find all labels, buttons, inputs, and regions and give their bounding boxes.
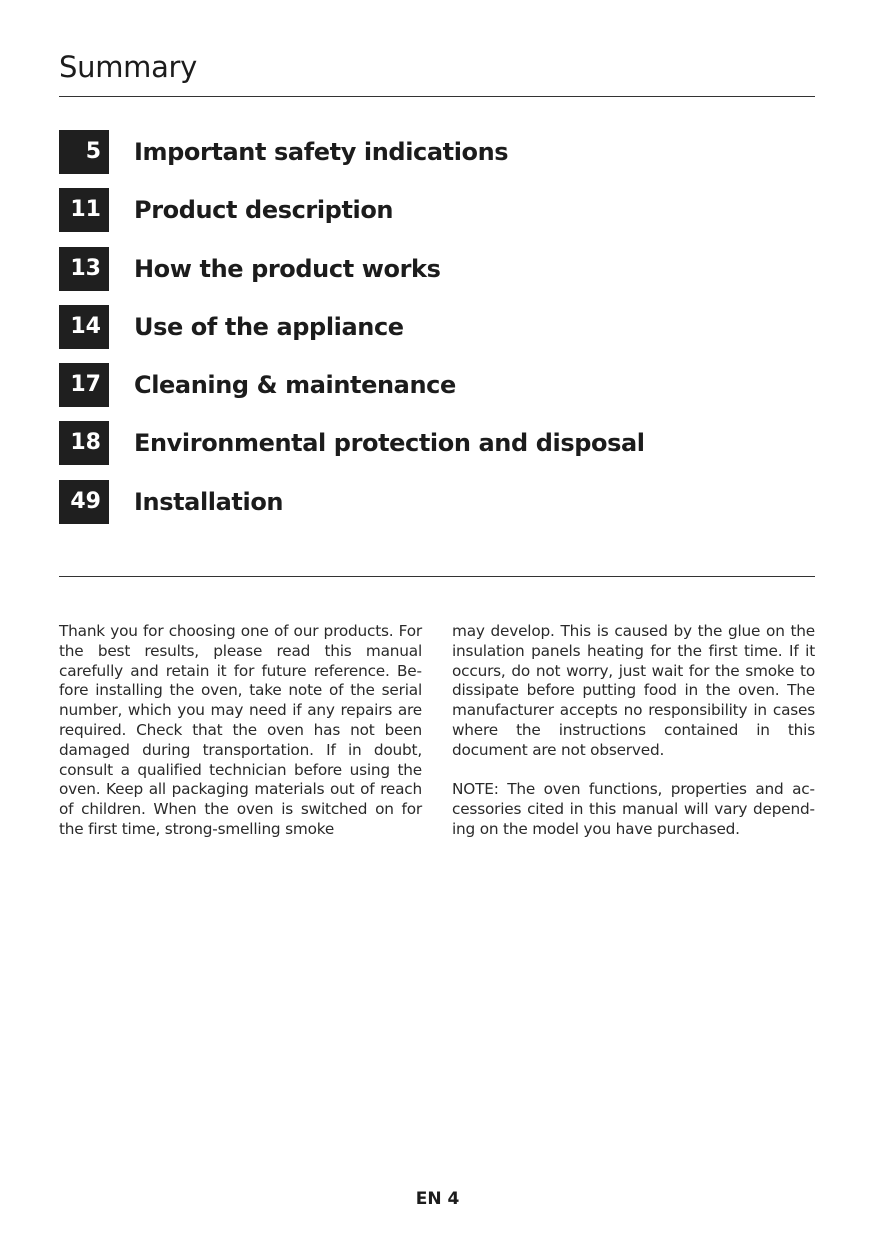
title-divider (59, 96, 815, 97)
intro-column-right (452, 622, 815, 840)
toc-page-number: 13 (59, 247, 109, 291)
note-paragraph: NOTE: The oven functions, properties and accessories cited in this manual will vary depending on the model you have purchased. (452, 780, 815, 838)
toc-page-number: 18 (59, 421, 109, 465)
toc-entry-label: How the product works (134, 254, 441, 283)
intro-paragraph: Thank you for choosing one of our products. For the best results, please read this manual carefully and retain it for future reference. Before installing the oven, take note of the serial number, which you may need if any repairs are required. Check that the oven has not been damaged during transportation. If in doubt, consult a qualified technician before using the oven. Keep all packaging materials out of reach of children. When the oven is switched on for the first time, strong-smelling smoke (59, 622, 422, 838)
toc-item-use[interactable] (59, 305, 815, 349)
intro-paragraph-continued: may develop. This is caused by the glue on the insulation panels heating for the first time. If it occurs, do not worry, just wait for the smoke to dissipate before putting food in the oven. The manufacturer accepts no responsibility in cases where the instructions contained in this document are not observed. (452, 622, 815, 759)
section-divider (59, 576, 815, 577)
toc-entry-label: Cleaning & maintenance (134, 371, 456, 400)
page-title: Summary (59, 50, 198, 84)
page-footer: EN 4 (415, 1189, 460, 1209)
toc-item-product-description[interactable] (59, 188, 815, 232)
toc-entry-label: Environmental protection and disposal (134, 429, 645, 458)
toc-entry-label: Product description (134, 196, 394, 225)
toc-page-number: 14 (59, 305, 109, 349)
toc-page-number: 49 (59, 480, 109, 524)
toc-page-number: 17 (59, 363, 109, 407)
toc-entry-label: Use of the appliance (134, 312, 404, 341)
intro-column-left (59, 622, 422, 840)
toc-page-number: 5 (59, 130, 109, 174)
toc-entry-label: Important safety indications (134, 138, 509, 166)
toc-item-environment[interactable] (59, 421, 815, 465)
toc-item-how-it-works[interactable] (59, 247, 815, 291)
toc-page-number: 11 (59, 188, 109, 232)
toc-item-safety[interactable] (59, 130, 815, 174)
table-of-contents (59, 130, 815, 538)
toc-item-installation[interactable] (59, 480, 815, 524)
toc-entry-label: Installation (134, 487, 284, 516)
toc-item-cleaning[interactable] (59, 363, 815, 407)
